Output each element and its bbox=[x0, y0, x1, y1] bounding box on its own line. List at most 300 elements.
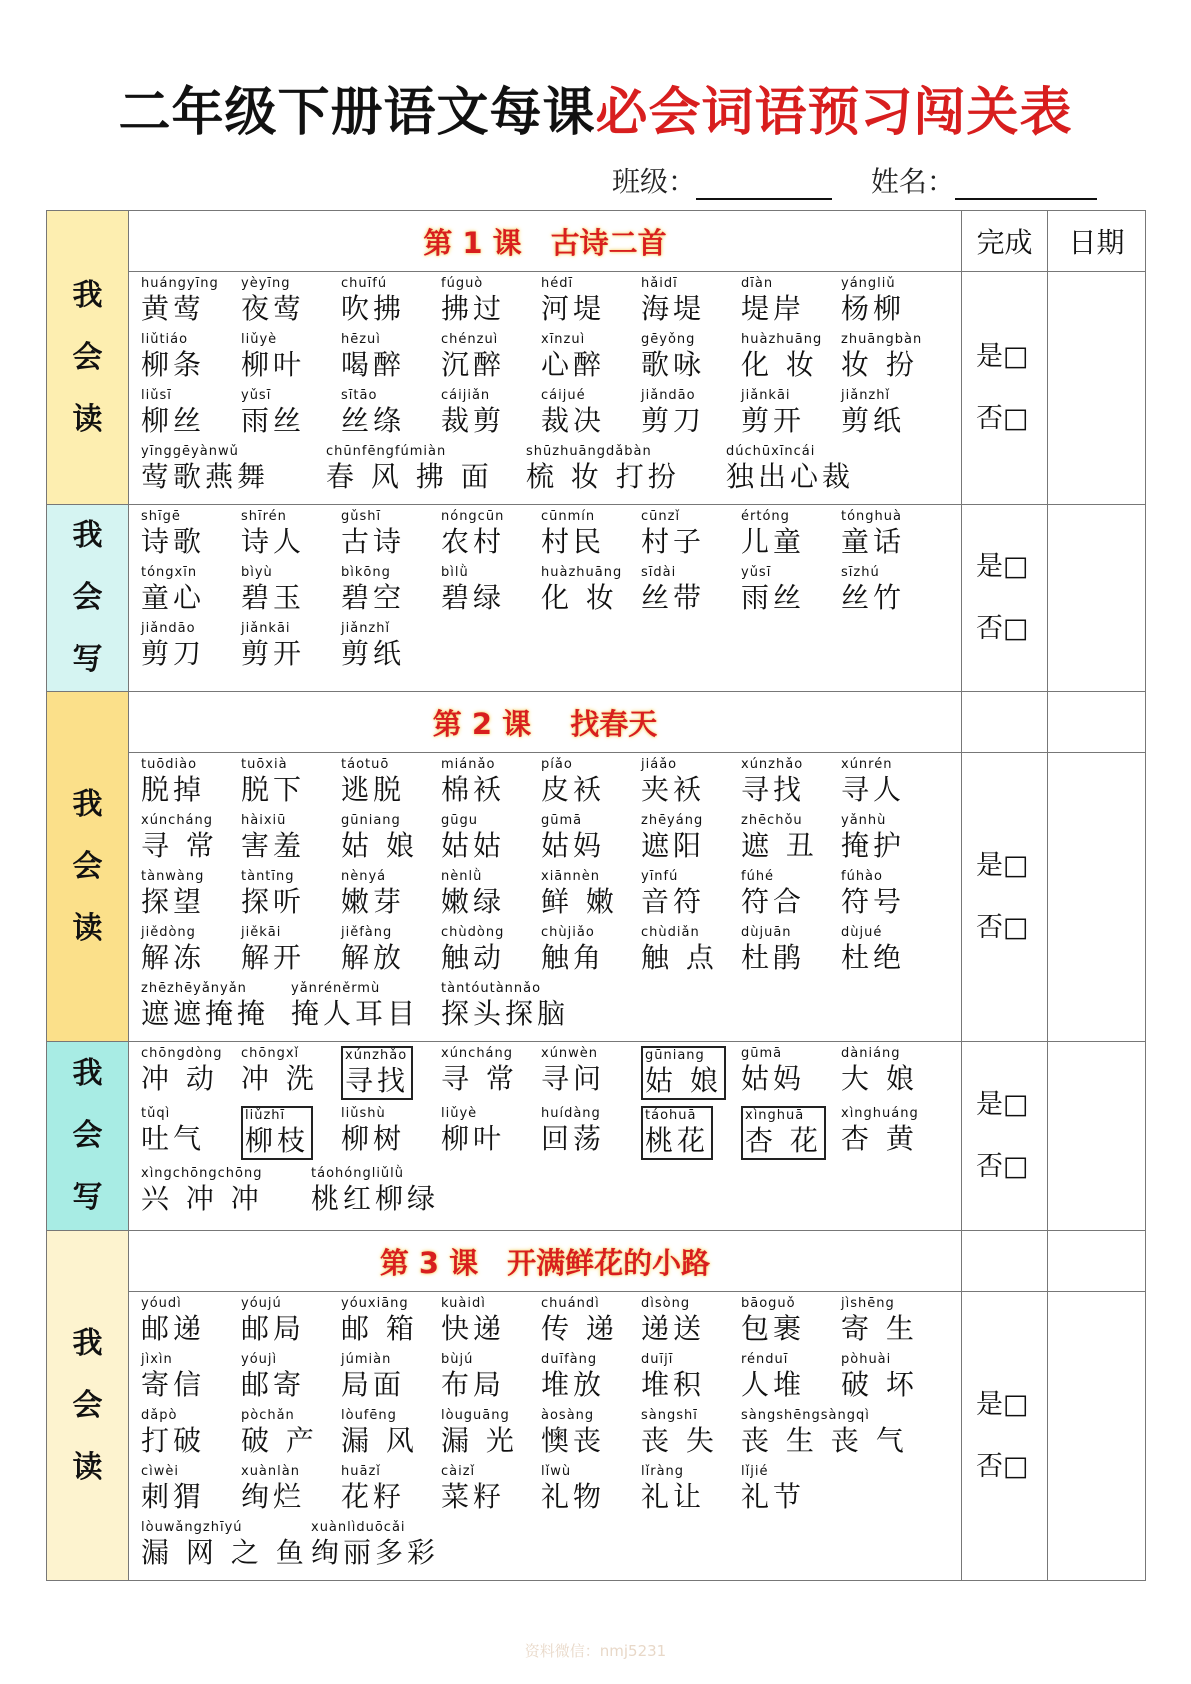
no-checkbox[interactable]: 否□ bbox=[976, 613, 1029, 644]
hanzi-word: 心醉 bbox=[541, 348, 606, 381]
done-cell-l1-write[interactable] bbox=[962, 505, 1048, 692]
hanzi-word: 杏 黄 bbox=[841, 1122, 918, 1155]
date-cell[interactable] bbox=[1048, 272, 1146, 505]
hanzi-word: 大 娘 bbox=[841, 1062, 918, 1095]
hanzi-word: 杜绝 bbox=[841, 941, 906, 974]
word-item bbox=[341, 509, 405, 559]
pinyin: lòufēng bbox=[341, 1408, 397, 1423]
word-row bbox=[141, 757, 961, 813]
word-item bbox=[441, 757, 505, 807]
hanzi-word: 音符 bbox=[641, 885, 706, 918]
hanzi-word: 邮 箱 bbox=[341, 1312, 418, 1345]
hanzi-word: 吹拂 bbox=[341, 292, 406, 325]
hanzi-word: 丝带 bbox=[641, 581, 706, 614]
pinyin: shīrén bbox=[241, 509, 287, 524]
date-cell[interactable] bbox=[1048, 1292, 1146, 1581]
word-item bbox=[541, 813, 605, 863]
pinyin: bùjú bbox=[441, 1352, 474, 1367]
word-item bbox=[341, 757, 405, 807]
pinyin: xúnrén bbox=[841, 757, 893, 772]
pinyin: chùdiǎn bbox=[641, 925, 700, 940]
hanzi-word: 柳叶 bbox=[241, 348, 306, 381]
word-item bbox=[241, 332, 305, 382]
pinyin: jiěfàng bbox=[341, 925, 393, 940]
pinyin: chūnfēngfúmiàn bbox=[326, 444, 447, 459]
pinyin: huángyīng bbox=[141, 276, 219, 291]
word-item bbox=[441, 869, 505, 919]
hanzi-word: 漏 光 bbox=[441, 1424, 518, 1457]
word-row bbox=[141, 1408, 961, 1464]
hanzi-word: 歌咏 bbox=[641, 348, 706, 381]
word-item bbox=[741, 869, 805, 919]
hanzi-word: 姑 娘 bbox=[645, 1064, 722, 1097]
word-item bbox=[241, 1408, 318, 1458]
word-row bbox=[141, 1520, 961, 1576]
hanzi-word: 刺猬 bbox=[141, 1480, 206, 1513]
label-read-3: 我 会 读 bbox=[47, 1231, 129, 1581]
pinyin: lòuguāng bbox=[441, 1408, 510, 1423]
word-item bbox=[441, 925, 505, 975]
pinyin: gēyǒng bbox=[641, 332, 696, 347]
pinyin: cūnmín bbox=[541, 509, 596, 524]
pinyin: yóujì bbox=[241, 1352, 278, 1367]
hanzi-word: 丧 失 bbox=[641, 1424, 718, 1457]
hanzi-word: 绚烂 bbox=[241, 1480, 306, 1513]
word-item bbox=[841, 1106, 919, 1156]
pinyin: yīnfú bbox=[641, 869, 679, 884]
word-item bbox=[741, 276, 805, 326]
word-item bbox=[541, 509, 605, 559]
hanzi-word: 掩人耳目 bbox=[291, 997, 420, 1030]
pinyin: nènlǜ bbox=[441, 869, 483, 884]
word-item bbox=[641, 1408, 718, 1458]
pinyin: zhuāngbàn bbox=[841, 332, 923, 347]
word-item bbox=[541, 1464, 605, 1514]
hanzi-word: 妆 扮 bbox=[841, 348, 918, 381]
word-item bbox=[141, 981, 269, 1031]
hanzi-word: 裁剪 bbox=[441, 404, 506, 437]
done-cell-l1-read[interactable] bbox=[962, 272, 1048, 505]
done-cell-l3-read[interactable] bbox=[962, 1292, 1048, 1581]
word-item bbox=[341, 1106, 405, 1156]
pinyin: xìnghuáng bbox=[841, 1106, 919, 1121]
word-item bbox=[841, 332, 922, 382]
word-item bbox=[141, 1464, 205, 1514]
word-item-highlighted bbox=[241, 1106, 313, 1160]
label-write-1: 我 会 写 bbox=[47, 505, 129, 692]
hanzi-word: 童心 bbox=[141, 581, 206, 614]
word-item bbox=[341, 1408, 418, 1458]
word-item bbox=[726, 444, 854, 494]
pinyin: jiǎndāo bbox=[641, 388, 696, 403]
word-item bbox=[341, 276, 405, 326]
hanzi-word: 化 妆 bbox=[541, 581, 618, 614]
pinyin: xìnghuā bbox=[745, 1108, 805, 1123]
hanzi-word: 剪刀 bbox=[141, 637, 206, 670]
pinyin: tónghuà bbox=[841, 509, 902, 524]
pinyin: cáijiǎn bbox=[441, 388, 491, 403]
yes-checkbox[interactable]: 是□ bbox=[976, 551, 1029, 582]
hanzi-word: 礼让 bbox=[641, 1480, 706, 1513]
word-item bbox=[141, 276, 219, 326]
hanzi-word: 拂过 bbox=[441, 292, 506, 325]
word-item bbox=[241, 565, 305, 615]
hanzi-word: 堤岸 bbox=[741, 292, 806, 325]
hanzi-word: 打破 bbox=[141, 1424, 206, 1457]
hanzi-word: 沉醉 bbox=[441, 348, 506, 381]
hanzi-word: 柳叶 bbox=[441, 1122, 506, 1155]
pinyin: hǎidī bbox=[641, 276, 678, 291]
pinyin: shīgē bbox=[141, 509, 181, 524]
word-item bbox=[541, 757, 605, 807]
word-row bbox=[141, 332, 961, 388]
word-item bbox=[341, 388, 405, 438]
word-item bbox=[141, 1520, 308, 1570]
hanzi-word: 探头探脑 bbox=[441, 997, 570, 1030]
word-item bbox=[641, 332, 705, 382]
word-item bbox=[641, 869, 705, 919]
pinyin: duīfàng bbox=[541, 1352, 598, 1367]
pinyin: tuōdiào bbox=[141, 757, 198, 772]
word-item bbox=[641, 1352, 705, 1402]
word-item bbox=[641, 757, 705, 807]
vocab-table bbox=[46, 210, 1146, 1581]
watermark-footer: 资料微信：nmj5231 bbox=[524, 1642, 667, 1660]
words-l2-read bbox=[129, 753, 961, 1041]
hanzi-word: 丧 生 丧 气 bbox=[741, 1424, 908, 1457]
word-item bbox=[541, 925, 605, 975]
pinyin: sīzhú bbox=[841, 565, 880, 580]
yes-checkbox[interactable]: 是□ bbox=[976, 850, 1029, 881]
word-item bbox=[341, 925, 405, 975]
hanzi-word: 符合 bbox=[741, 885, 806, 918]
hanzi-word: 姑妈 bbox=[541, 829, 606, 862]
date-cell[interactable] bbox=[1048, 505, 1146, 692]
word-item bbox=[241, 388, 305, 438]
pinyin: táohóngliǔlǜ bbox=[311, 1166, 405, 1181]
word-item bbox=[441, 1106, 505, 1156]
word-item bbox=[241, 757, 305, 807]
word-item bbox=[141, 869, 205, 919]
done-cell-l2-read[interactable] bbox=[962, 753, 1048, 1042]
word-row bbox=[141, 1464, 961, 1520]
word-item bbox=[141, 813, 218, 863]
word-item bbox=[341, 1352, 405, 1402]
word-item bbox=[541, 332, 605, 382]
hanzi-word: 海堤 bbox=[641, 292, 706, 325]
pinyin: tàntīng bbox=[241, 869, 295, 884]
pinyin: liǔsī bbox=[141, 388, 172, 403]
hanzi-word: 桃花 bbox=[645, 1124, 710, 1157]
pinyin: zhēchǒu bbox=[741, 813, 803, 828]
word-item bbox=[341, 813, 418, 863]
word-item bbox=[526, 444, 680, 494]
word-item bbox=[441, 276, 505, 326]
hanzi-word: 触角 bbox=[541, 941, 606, 974]
pinyin: gūmā bbox=[541, 813, 583, 828]
pinyin: yǔsī bbox=[741, 565, 772, 580]
hanzi-word: 寻 常 bbox=[441, 1062, 518, 1095]
pinyin: yīnggēyànwǔ bbox=[141, 444, 239, 459]
word-row bbox=[141, 621, 961, 677]
hanzi-word: 邮递 bbox=[141, 1312, 206, 1345]
pinyin: chuīfú bbox=[341, 276, 388, 291]
pinyin: lǐràng bbox=[641, 1464, 685, 1479]
hanzi-word: 独出心裁 bbox=[726, 460, 855, 493]
class-input-line[interactable] bbox=[696, 168, 832, 200]
word-item bbox=[441, 1296, 505, 1346]
hanzi-word: 诗歌 bbox=[141, 525, 206, 558]
hanzi-word: 雨丝 bbox=[241, 404, 306, 437]
pinyin: jìxìn bbox=[141, 1352, 173, 1367]
words-l1-write bbox=[129, 505, 961, 681]
pinyin: huídàng bbox=[541, 1106, 601, 1121]
hanzi-word: 夹袄 bbox=[641, 773, 706, 806]
word-item bbox=[741, 813, 818, 863]
word-item bbox=[841, 1296, 918, 1346]
word-item bbox=[741, 332, 822, 382]
pinyin: jiǎnkāi bbox=[741, 388, 791, 403]
pinyin: jiǎnkāi bbox=[241, 621, 291, 636]
hanzi-word: 柳树 bbox=[341, 1122, 406, 1155]
word-item bbox=[341, 621, 405, 671]
pinyin: lòuwǎngzhīyú bbox=[141, 1520, 243, 1535]
hanzi-word: 莺歌燕舞 bbox=[141, 460, 270, 493]
pinyin: cūnzǐ bbox=[641, 509, 681, 524]
word-item bbox=[741, 388, 805, 438]
hanzi-word: 漏 网 之 鱼 bbox=[141, 1536, 308, 1569]
hanzi-word: 快递 bbox=[441, 1312, 506, 1345]
word-item bbox=[441, 388, 505, 438]
yes-checkbox[interactable]: 是□ bbox=[976, 1089, 1029, 1120]
word-row bbox=[141, 565, 961, 621]
hanzi-word: 碧玉 bbox=[241, 581, 306, 614]
word-item bbox=[241, 276, 305, 326]
word-item bbox=[141, 332, 205, 382]
pinyin: gūmā bbox=[741, 1046, 783, 1061]
hanzi-word: 递送 bbox=[641, 1312, 706, 1345]
no-checkbox[interactable]: 否□ bbox=[976, 1151, 1029, 1182]
pinyin: értóng bbox=[741, 509, 790, 524]
word-item bbox=[141, 1408, 205, 1458]
label-write-2: 我 会 写 bbox=[47, 1042, 129, 1231]
word-item bbox=[841, 509, 905, 559]
pinyin: yóudì bbox=[141, 1296, 182, 1311]
word-item bbox=[311, 1166, 439, 1216]
hanzi-word: 回荡 bbox=[541, 1122, 606, 1155]
hanzi-word: 古诗 bbox=[341, 525, 406, 558]
hanzi-word: 诗人 bbox=[241, 525, 306, 558]
title-part-2: 必会词语预习闯关表 bbox=[595, 83, 1073, 143]
hanzi-word: 夜莺 bbox=[241, 292, 306, 325]
word-item bbox=[841, 869, 905, 919]
word-item bbox=[141, 1296, 205, 1346]
hanzi-word: 堆积 bbox=[641, 1368, 706, 1401]
date-header: 日期 bbox=[1048, 211, 1146, 272]
word-item bbox=[641, 388, 705, 438]
pinyin: jiěkāi bbox=[241, 925, 282, 940]
word-row bbox=[141, 509, 961, 565]
hanzi-word: 礼节 bbox=[741, 1480, 806, 1513]
hanzi-word: 儿童 bbox=[741, 525, 806, 558]
word-item bbox=[341, 565, 405, 615]
hanzi-word: 剪纸 bbox=[341, 637, 406, 670]
pinyin: tànwàng bbox=[141, 869, 205, 884]
word-item bbox=[541, 1352, 605, 1402]
word-item bbox=[841, 388, 905, 438]
word-item bbox=[141, 444, 269, 494]
hanzi-word: 符号 bbox=[841, 885, 906, 918]
yes-checkbox[interactable]: 是□ bbox=[976, 341, 1029, 372]
hanzi-word: 化 妆 bbox=[741, 348, 818, 381]
pinyin: gūniang bbox=[645, 1048, 705, 1063]
pinyin: tǔqì bbox=[141, 1106, 171, 1121]
yes-checkbox[interactable]: 是□ bbox=[976, 1389, 1029, 1420]
no-checkbox[interactable]: 否□ bbox=[976, 403, 1029, 434]
word-item bbox=[541, 1296, 618, 1346]
hanzi-word: 碧空 bbox=[341, 581, 406, 614]
hanzi-word: 礼物 bbox=[541, 1480, 606, 1513]
hanzi-word: 棉袄 bbox=[441, 773, 506, 806]
word-row bbox=[141, 1046, 961, 1106]
date-cell[interactable] bbox=[1048, 1042, 1146, 1231]
hanzi-word: 村民 bbox=[541, 525, 606, 558]
hanzi-word: 春 风 拂 面 bbox=[326, 460, 493, 493]
done-header: 完成 bbox=[962, 211, 1048, 272]
pinyin: xúncháng bbox=[441, 1046, 514, 1061]
hanzi-word: 遮 丑 bbox=[741, 829, 818, 862]
hanzi-word: 解冻 bbox=[141, 941, 206, 974]
hanzi-word: 丝绦 bbox=[341, 404, 406, 437]
word-item bbox=[641, 925, 718, 975]
hanzi-word: 河堤 bbox=[541, 292, 606, 325]
done-cell-l2-write[interactable] bbox=[962, 1042, 1048, 1231]
hanzi-word: 冲 洗 bbox=[241, 1062, 318, 1095]
words-l1-read bbox=[129, 272, 961, 504]
hanzi-word: 丝竹 bbox=[841, 581, 906, 614]
word-item bbox=[441, 1408, 518, 1458]
hanzi-word: 包裹 bbox=[741, 1312, 806, 1345]
pinyin: jiǎnzhǐ bbox=[841, 388, 891, 403]
pinyin: yèyīng bbox=[241, 276, 291, 291]
pinyin: lǐjié bbox=[741, 1464, 769, 1479]
pinyin: yóuxiāng bbox=[341, 1296, 409, 1311]
pinyin: cáijué bbox=[541, 388, 586, 403]
hanzi-word: 触动 bbox=[441, 941, 506, 974]
pinyin: xuànlàn bbox=[241, 1464, 300, 1479]
hanzi-word: 寻 常 bbox=[141, 829, 218, 862]
pinyin: chénzuì bbox=[441, 332, 499, 347]
pinyin: bìyù bbox=[241, 565, 273, 580]
no-checkbox[interactable]: 否□ bbox=[976, 912, 1029, 943]
pinyin: xuànlìduōcǎi bbox=[311, 1520, 406, 1535]
word-item-highlighted bbox=[341, 1046, 413, 1100]
hanzi-word: 杨柳 bbox=[841, 292, 906, 325]
hanzi-word: 雨丝 bbox=[741, 581, 806, 614]
pinyin: jìshēng bbox=[841, 1296, 895, 1311]
hanzi-word: 姑妈 bbox=[741, 1062, 806, 1095]
hanzi-word: 漏 风 bbox=[341, 1424, 418, 1457]
word-item bbox=[641, 1296, 705, 1346]
pinyin: nènyá bbox=[341, 869, 387, 884]
word-row bbox=[141, 813, 961, 869]
hanzi-word: 解开 bbox=[241, 941, 306, 974]
word-item bbox=[141, 509, 205, 559]
hanzi-word: 邮局 bbox=[241, 1312, 306, 1345]
hanzi-word: 姑 娘 bbox=[341, 829, 418, 862]
hanzi-word: 冲 动 bbox=[141, 1062, 218, 1095]
hanzi-word: 解放 bbox=[341, 941, 406, 974]
word-row bbox=[141, 1106, 961, 1166]
words-l2-write bbox=[129, 1042, 961, 1230]
word-item bbox=[541, 276, 605, 326]
pinyin: dǎpò bbox=[141, 1408, 178, 1423]
hanzi-word: 柳条 bbox=[141, 348, 206, 381]
pinyin: tóngxīn bbox=[141, 565, 198, 580]
pinyin: nóngcūn bbox=[441, 509, 505, 524]
pinyin: kuàidì bbox=[441, 1296, 486, 1311]
hanzi-word: 逃脱 bbox=[341, 773, 406, 806]
pinyin: chùdòng bbox=[441, 925, 505, 940]
hanzi-word: 寻问 bbox=[541, 1062, 606, 1095]
pinyin: hēzuì bbox=[341, 332, 381, 347]
word-row bbox=[141, 869, 961, 925]
word-item bbox=[841, 1046, 918, 1096]
pinyin: liǔshù bbox=[341, 1106, 386, 1121]
pinyin: bìkōng bbox=[341, 565, 391, 580]
hanzi-word: 局面 bbox=[341, 1368, 406, 1401]
pinyin: liǔyè bbox=[241, 332, 278, 347]
pinyin: xúnzhǎo bbox=[345, 1048, 408, 1063]
pinyin: hàixiū bbox=[241, 813, 287, 828]
word-item bbox=[641, 565, 705, 615]
student-info bbox=[612, 160, 1097, 200]
word-item bbox=[341, 869, 405, 919]
pinyin: tàntóutànnǎo bbox=[441, 981, 542, 996]
hanzi-word: 遮遮掩掩 bbox=[141, 997, 270, 1030]
pinyin: pòchǎn bbox=[241, 1408, 295, 1423]
pinyin: júmiàn bbox=[341, 1352, 392, 1367]
word-row bbox=[141, 981, 961, 1037]
word-item bbox=[441, 1352, 505, 1402]
lesson-title-3: 第 3 课 开满鲜花的小路 bbox=[129, 1231, 962, 1292]
date-cell[interactable] bbox=[1048, 753, 1146, 1042]
word-row bbox=[141, 388, 961, 444]
word-item bbox=[141, 1166, 263, 1216]
pinyin: lǐwù bbox=[541, 1464, 572, 1479]
pinyin: chōngxǐ bbox=[241, 1046, 300, 1061]
pinyin: cìwèi bbox=[141, 1464, 180, 1479]
name-input-line[interactable] bbox=[955, 168, 1097, 200]
pinyin: sītāo bbox=[341, 388, 378, 403]
hanzi-word: 剪开 bbox=[741, 404, 806, 437]
no-checkbox[interactable]: 否□ bbox=[976, 1451, 1029, 1482]
pinyin: bìlǜ bbox=[441, 565, 469, 580]
word-item bbox=[841, 813, 905, 863]
word-item bbox=[241, 869, 305, 919]
hanzi-word: 农村 bbox=[441, 525, 506, 558]
word-item bbox=[441, 1464, 505, 1514]
word-item bbox=[741, 1296, 805, 1346]
word-item bbox=[741, 565, 805, 615]
pinyin: dìsòng bbox=[641, 1296, 691, 1311]
word-item bbox=[541, 1408, 605, 1458]
pinyin: liǔzhī bbox=[245, 1108, 286, 1123]
hanzi-word: 寻人 bbox=[841, 773, 906, 806]
hanzi-word: 触 点 bbox=[641, 941, 718, 974]
word-item bbox=[841, 276, 905, 326]
word-item bbox=[141, 388, 205, 438]
